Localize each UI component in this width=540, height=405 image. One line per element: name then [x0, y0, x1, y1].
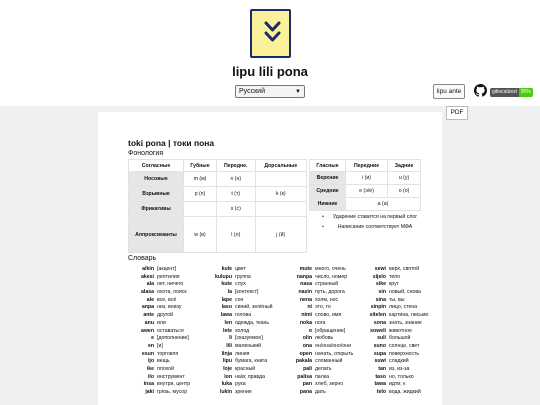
table-cell: i (и) — [346, 172, 388, 185]
dictionary-word: ijo — [147, 358, 154, 365]
dictionary-word: kute — [221, 281, 232, 288]
dictionary-meaning: делать — [315, 365, 332, 372]
table-row — [128, 281, 418, 289]
dictionary-word: lipu — [222, 358, 232, 365]
consonants-table — [128, 159, 307, 253]
dictionary-word: jaki — [145, 389, 154, 395]
table-row — [128, 389, 421, 397]
dictionary-word: mute — [299, 266, 312, 272]
dictionary-word: e — [151, 335, 154, 342]
dictionary-word: sinpin — [370, 304, 386, 311]
row-label: Фрикативы — [129, 202, 184, 217]
table-row — [128, 366, 418, 374]
dictionary-meaning: из, из-за — [389, 365, 410, 372]
row-label: Взрывные — [129, 187, 184, 202]
dictionary-meaning: странный — [315, 281, 339, 288]
dictionary-meaning: [и] — [157, 342, 163, 349]
dictionary-meaning: слух — [235, 281, 246, 288]
dictionary-word: suno — [373, 342, 386, 349]
dictionary-word: loje — [223, 365, 232, 372]
table-cell: l (л) — [216, 217, 255, 253]
dictionary-meaning: одежда, ткань — [235, 319, 270, 326]
dictionary-meaning: [обращение] — [315, 327, 346, 334]
table-cell — [255, 202, 306, 217]
dictionary-meaning: сон — [235, 296, 244, 303]
dictionary-word: awen — [141, 327, 154, 334]
dictionary-word: suwi — [374, 358, 386, 365]
dictionary-meaning: все, всё — [157, 296, 177, 303]
dictionary-meaning: синий, зелёный — [235, 304, 273, 311]
table-cell: a (а) — [346, 198, 421, 211]
dictionary-meaning: [контекст] — [235, 289, 259, 296]
table-row — [128, 335, 418, 343]
dictionary-meaning: нога — [315, 319, 326, 326]
consonants-header: Согласные — [129, 160, 184, 172]
list-item: • Написание соответствует МФА — [320, 223, 418, 231]
dictionary-meaning: другой — [157, 312, 174, 319]
dictionary-meaning: большой — [389, 335, 411, 342]
dictionary-word: alasa — [141, 289, 154, 296]
dictionary-word: ni — [307, 304, 312, 311]
dictionary-meaning: холм, нос — [315, 296, 339, 303]
language-select-value: Русский — [239, 88, 265, 95]
dictionary-meaning: животное — [389, 327, 412, 334]
dictionary-meaning: охота, поиск — [157, 289, 187, 296]
dictionary-word: ona — [302, 342, 312, 349]
table-cell — [255, 172, 306, 187]
language-select[interactable] — [235, 85, 305, 98]
translation-badge[interactable] — [490, 88, 533, 97]
coronal-header: Передне. — [216, 160, 255, 172]
dictionary-word: sina — [375, 296, 386, 303]
dictionary-meaning: или — [157, 319, 166, 326]
dictionary-word: ale — [146, 296, 154, 303]
table-row — [128, 319, 422, 328]
dictionary-meaning: число, номер — [315, 273, 348, 280]
dictionary-word: o — [308, 327, 312, 334]
table-row — [128, 297, 418, 305]
dictionary-word: pali — [303, 365, 312, 372]
list-item: • Ударение ставится на первый слог — [320, 213, 418, 221]
document-page — [98, 112, 442, 405]
dictionary-word: sijelo — [372, 273, 386, 280]
dictionary-word: anu — [144, 319, 154, 326]
dictionary-meaning: цвет — [235, 266, 246, 272]
dictionary-meaning: палка — [315, 373, 329, 380]
dictionary-word: nasa — [300, 281, 312, 288]
dictionary-meaning: маленький — [235, 342, 261, 349]
dictionary-word: sin — [378, 289, 386, 296]
dictionary-meaning: бумага, книга — [235, 358, 268, 365]
dictionary-heading: Словарь — [128, 255, 157, 262]
github-icon[interactable] — [474, 84, 487, 97]
dictionary-meaning: нет, ничего — [157, 281, 184, 288]
dictionary-meaning: зрение — [235, 389, 252, 395]
dictionary-meaning: низ, внизу — [157, 304, 182, 311]
row-label: Верхние — [310, 172, 346, 185]
table-cell: t (т) — [216, 187, 255, 202]
front-header: Передние — [346, 160, 388, 172]
dictionary-list — [128, 266, 429, 397]
dictionary-meaning: [акцент] — [157, 266, 177, 272]
dictionary-word: ante — [143, 312, 154, 319]
back-header: Задние — [388, 160, 421, 172]
dictionary-meaning: линия — [235, 350, 250, 357]
dictionary-word: lili — [226, 342, 232, 349]
table-cell: j (й) — [255, 217, 306, 253]
dictionary-meaning: грязь, мусор — [157, 389, 188, 395]
table-row — [128, 381, 418, 389]
logo-mark — [258, 17, 287, 54]
dictionary-word: lawa — [220, 312, 232, 319]
dictionary-meaning: [сказуемое] — [235, 335, 263, 342]
dictionary-word: sona — [373, 319, 386, 326]
dictionary-word: insa — [143, 381, 154, 388]
dictionary-word: open — [299, 350, 312, 357]
table-cell: w (в) — [184, 217, 217, 253]
site-header — [0, 0, 540, 106]
table-row — [128, 274, 418, 282]
dictionary-word: palisa — [297, 373, 312, 380]
table-cell — [184, 202, 217, 217]
dictionary-meaning: инструмент — [157, 373, 185, 380]
vowels-header: Гласные — [310, 160, 346, 172]
row-label: Аппроксиманты — [129, 217, 184, 253]
dictionary-word: ilo — [147, 373, 154, 380]
chevron-down-icon: ▼ — [295, 89, 301, 95]
dictionary-meaning: вода, жидкий — [389, 389, 421, 395]
table-row — [128, 374, 418, 382]
dictionary-word: lukin — [219, 389, 232, 395]
logo-icon[interactable] — [250, 9, 291, 58]
table-row — [128, 266, 418, 274]
phonology-notes — [320, 213, 418, 233]
dictionary-meaning: дать — [315, 389, 326, 395]
table-cell: n (н) — [216, 172, 255, 187]
table-row — [128, 312, 429, 320]
dictionary-word: nasin — [298, 289, 312, 296]
table-row — [128, 289, 421, 297]
badge-value: 95% — [520, 89, 531, 95]
table-cell: k (к) — [255, 187, 306, 202]
dictionary-word: ike — [146, 365, 154, 372]
dictionary-word: linja — [221, 350, 232, 357]
dictionary-word: nanpa — [296, 273, 312, 280]
dictionary-meaning: хлеб, зерно — [315, 381, 344, 388]
dictionary-meaning: плохой — [157, 365, 175, 372]
row-label: Носовые — [129, 172, 184, 187]
dictionary-meaning: идти; к — [389, 381, 406, 388]
lipu-ante-button[interactable]: lipu ante — [433, 84, 465, 99]
table-row — [128, 343, 418, 351]
dictionary-meaning: группа — [235, 273, 251, 280]
table-cell: m (м) — [184, 172, 217, 187]
vowels-table — [309, 159, 421, 211]
dictionary-word: lape — [221, 296, 232, 303]
dictionary-meaning: холод — [235, 327, 250, 334]
dictionary-word: ala — [146, 281, 154, 288]
dictionary-meaning: [дополнение] — [157, 335, 189, 342]
dictionary-meaning: ты, вы — [389, 296, 405, 303]
dictionary-meaning: оставаться — [157, 327, 184, 334]
row-label: Средние — [310, 185, 346, 198]
dictionary-meaning: путь, дорога — [315, 289, 345, 296]
dictionary-word: laso — [221, 304, 232, 311]
dictionary-meaning: слово, имя — [315, 312, 342, 319]
dictionary-meaning: торговля — [157, 350, 179, 357]
dictionary-word: telo — [376, 389, 386, 395]
dictionary-meaning: рука — [235, 381, 246, 388]
site-title: lipu lili pona — [232, 64, 308, 79]
dictionary-word: pan — [302, 381, 312, 388]
dictionary-meaning: он/она/оно/они — [315, 342, 351, 349]
dictionary-word: taso — [375, 373, 386, 380]
dictionary-word: li — [229, 335, 232, 342]
dictionary-word: supa — [373, 350, 386, 357]
doc-title: toki pona | токи пона — [128, 138, 215, 148]
table-cell: s (с) — [216, 202, 255, 217]
dictionary-word: en — [147, 342, 154, 349]
dictionary-word: la — [227, 289, 232, 296]
dictionary-meaning: на/в; правда — [235, 373, 266, 380]
dictionary-meaning: много, очень — [315, 266, 346, 272]
row-label: Нижние — [310, 198, 346, 211]
dictionary-word: sitelen — [369, 312, 386, 319]
dictionary-meaning: сломанный — [315, 358, 343, 365]
dictionary-word: anpa — [141, 304, 154, 311]
pdf-button[interactable]: PDF — [446, 106, 468, 120]
dictionary-word: sewi — [374, 266, 386, 272]
dictionary-word: nena — [299, 296, 312, 303]
dictionary-meaning: начать, открыть — [315, 350, 354, 357]
dictionary-word: lon — [224, 373, 232, 380]
table-cell: p (п) — [184, 187, 217, 202]
dictionary-word: len — [224, 319, 232, 326]
dictionary-word: soweli — [370, 327, 386, 334]
dictionary-word: a/kin — [142, 266, 154, 272]
dictionary-meaning: новый, снова — [389, 289, 421, 296]
badge-label: gitlocalized — [492, 89, 517, 95]
dictionary-word: luka — [221, 381, 232, 388]
dictionary-meaning: это, то — [315, 304, 331, 311]
table-cell: o (о) — [388, 185, 421, 198]
dictionary-word: pakala — [295, 358, 312, 365]
dictionary-word: suli — [377, 335, 386, 342]
dictionary-word: akesi — [141, 273, 154, 280]
dictionary-word: esun — [141, 350, 154, 357]
dictionary-meaning: знать, знание — [389, 319, 422, 326]
dictionary-meaning: верх, святой — [389, 266, 420, 272]
dictionary-meaning: внутри, центр — [157, 381, 191, 388]
dictionary-word: nimi — [301, 312, 312, 319]
dictionary-word: sike — [375, 281, 386, 288]
dorsal-header: Дорсальные — [255, 160, 306, 172]
table-row — [128, 328, 418, 336]
dictionary-meaning: солнце, свет — [389, 342, 420, 349]
table-row — [128, 351, 418, 359]
dictionary-word: tawa — [374, 381, 386, 388]
labial-header: Губные — [184, 160, 217, 172]
dictionary-meaning: любовь — [315, 335, 334, 342]
dictionary-meaning: голова — [235, 312, 252, 319]
table-cell: e (э/е) — [346, 185, 388, 198]
dictionary-word: kule — [221, 266, 232, 272]
dictionary-meaning: картина, письмо — [389, 312, 429, 319]
dictionary-meaning: вещь — [157, 358, 170, 365]
dictionary-word: pana — [299, 389, 312, 395]
dictionary-meaning: сладкий — [389, 358, 409, 365]
dictionary-meaning: круг — [389, 281, 399, 288]
table-row — [128, 358, 418, 366]
dictionary-word: kulupu — [214, 273, 232, 280]
table-row — [128, 304, 418, 312]
dictionary-word: olin — [302, 335, 312, 342]
dictionary-meaning: лицо, стена — [389, 304, 418, 311]
dictionary-meaning: тело — [389, 273, 401, 280]
dictionary-meaning: поверхность — [389, 350, 420, 357]
phonology-heading: Фонология — [128, 150, 164, 157]
table-cell: u (у) — [388, 172, 421, 185]
dictionary-meaning: рептилия — [157, 273, 180, 280]
dictionary-word: lete — [223, 327, 232, 334]
dictionary-meaning: но, только — [389, 373, 414, 380]
dictionary-word: noka — [299, 319, 312, 326]
dictionary-meaning: красный — [235, 365, 256, 372]
dictionary-word: tan — [378, 365, 386, 372]
